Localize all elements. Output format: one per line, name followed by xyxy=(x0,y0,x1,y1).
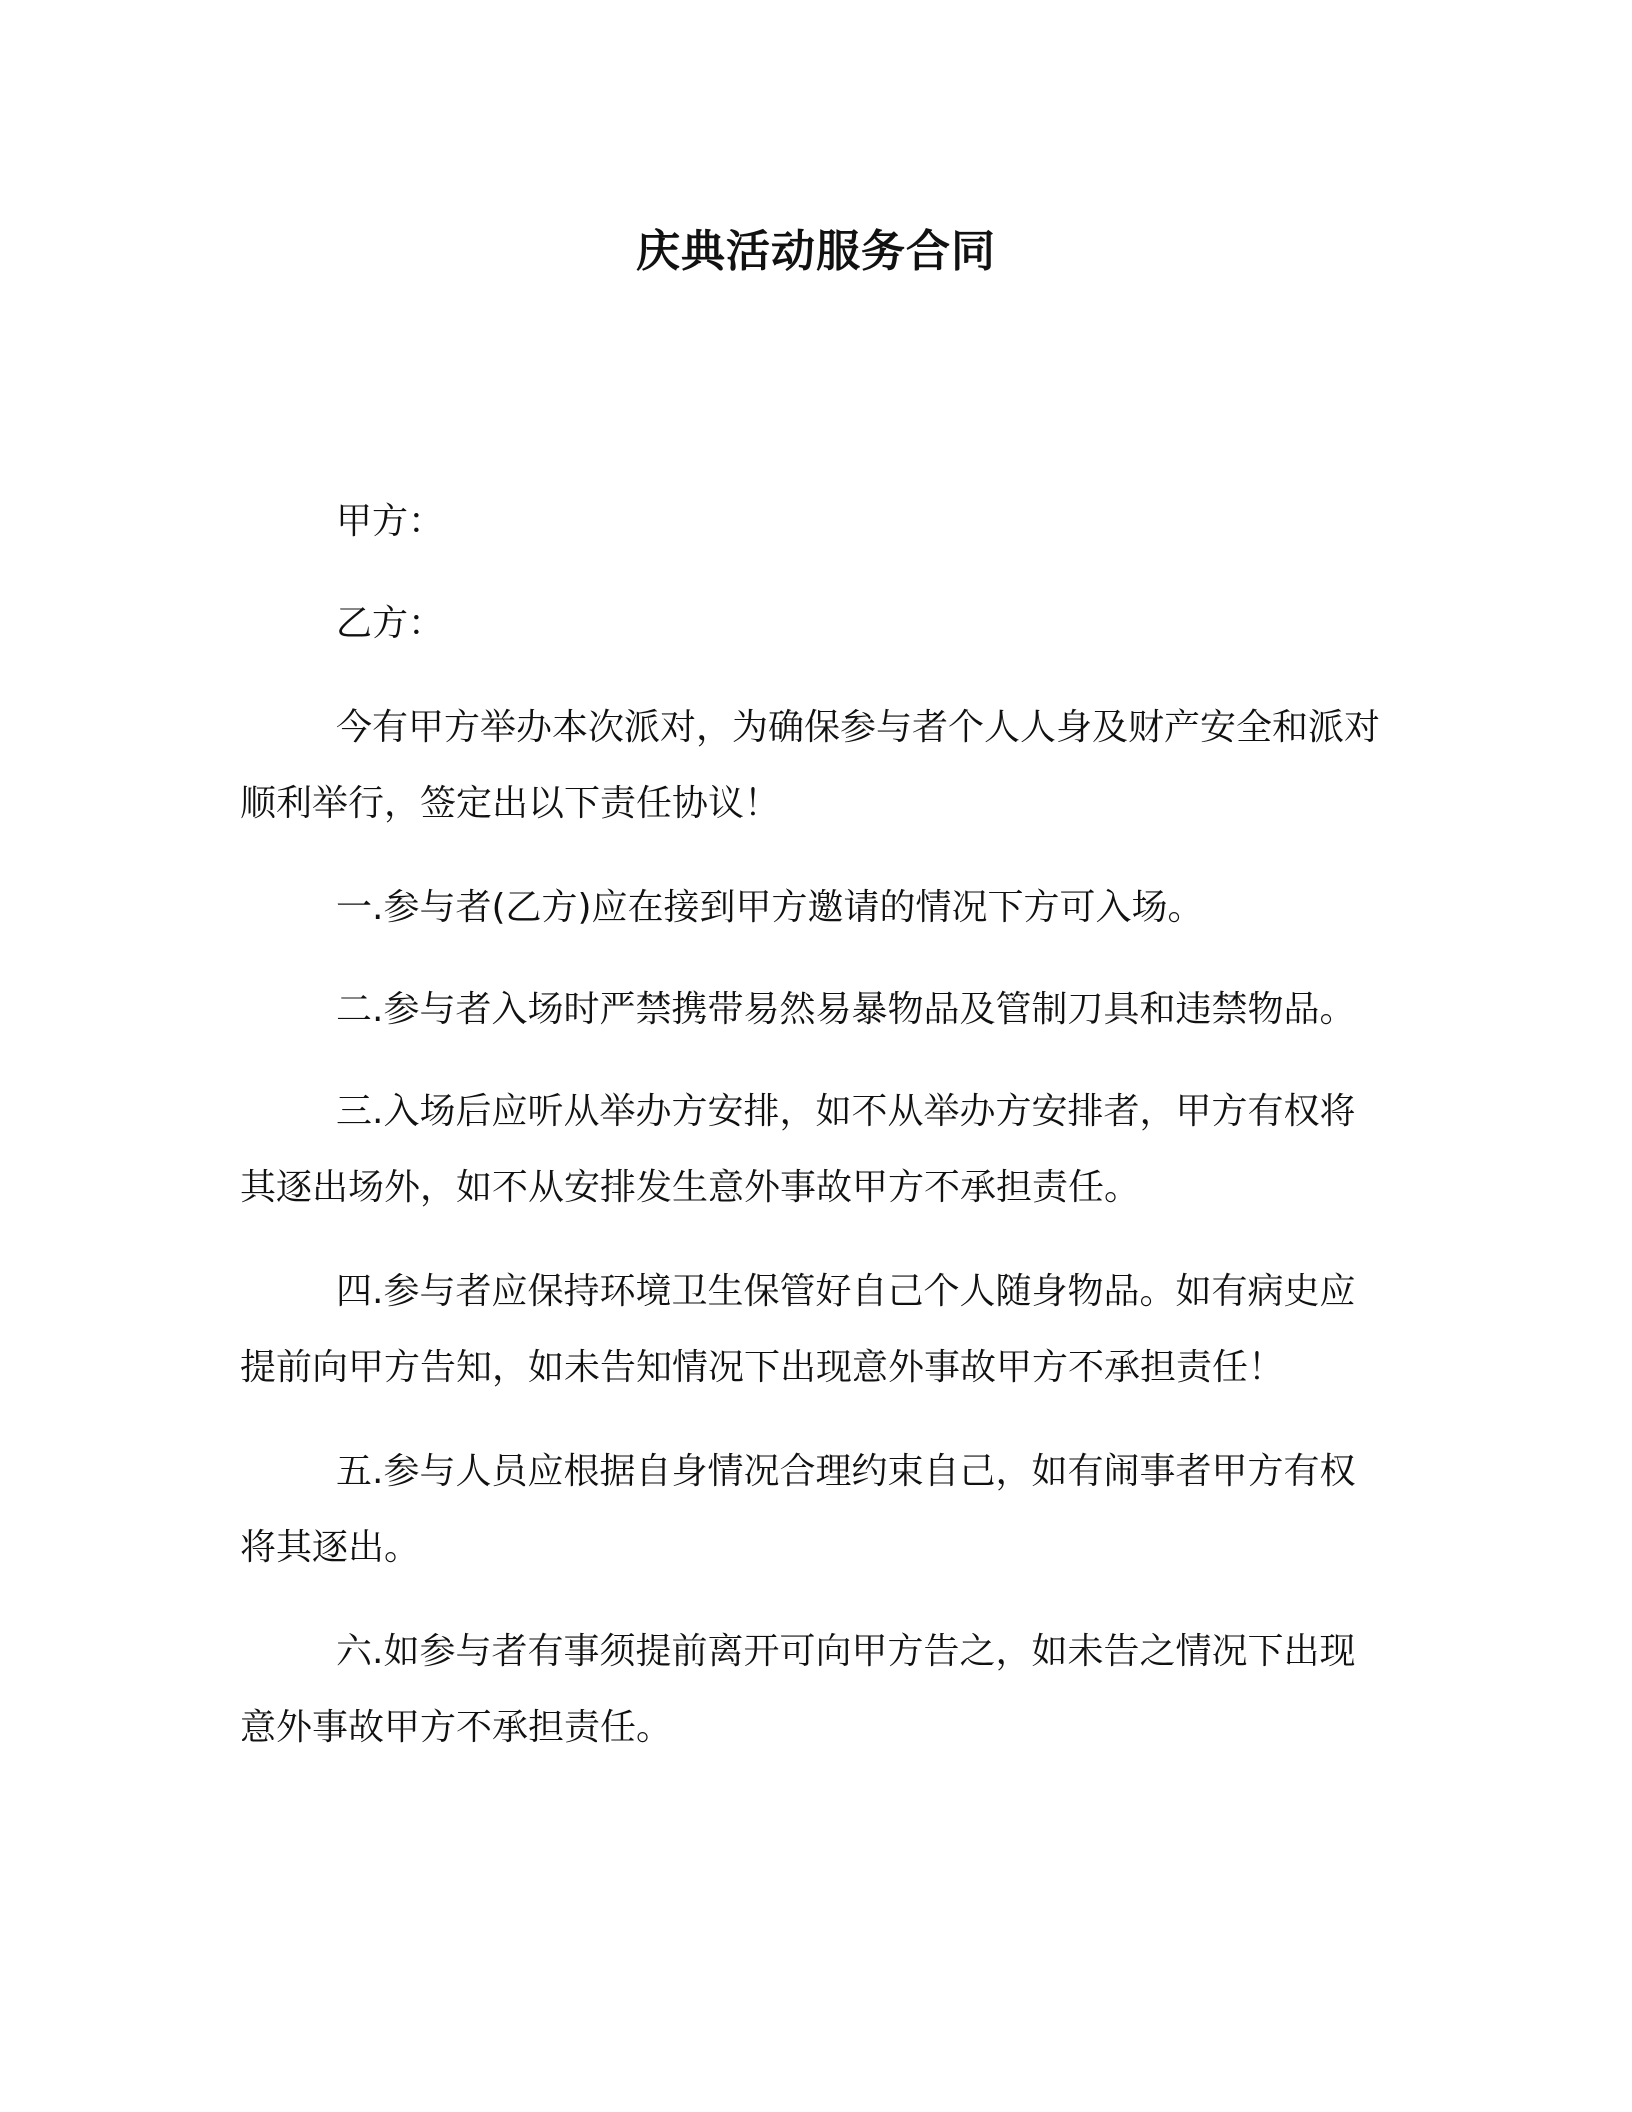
clause-4 xyxy=(240,1254,1380,1406)
intro-paragraph xyxy=(240,690,1380,842)
clause-text: 六.如参与者有事须提前离开可向甲方告之，如未告之情况下出现意外事故甲方不承担责任。 xyxy=(240,1631,1356,1748)
clause-5 xyxy=(240,1434,1380,1586)
clause-text: 四.参与者应保持环境卫生保管好自己个人随身物品。如有病史应提前向甲方告知，如未告知情况下出现意外事故甲方不承担责任！ xyxy=(240,1271,1356,1388)
clause-2 xyxy=(240,972,1380,1048)
clause-text: 二.参与者入场时严禁携带易然易暴物品及管制刀具和违禁物品。 xyxy=(336,989,1356,1030)
clause-1 xyxy=(240,870,1380,946)
clause-3 xyxy=(240,1074,1380,1226)
clause-text: 五.参与人员应根据自身情况合理约束自己，如有闹事者甲方有权将其逐出。 xyxy=(240,1451,1356,1568)
intro-text: 今有甲方举办本次派对，为确保参与者个人人身及财产安全和派对顺利举行，签定出以下责任协议！ xyxy=(240,707,1381,824)
party-a-line xyxy=(240,484,1380,560)
clause-text: 三.入场后应听从举办方安排，如不从举办方安排者，甲方有权将其逐出场外，如不从安排发生意外事故甲方不承担责任。 xyxy=(240,1091,1356,1208)
party-b-line xyxy=(240,586,1380,662)
document-title: 庆典活动服务合同 xyxy=(636,226,996,277)
clause-6 xyxy=(240,1614,1380,1766)
clause-text: 一.参与者(乙方)应在接到甲方邀请的情况下方可入场。 xyxy=(336,887,1204,928)
party-b-label: 乙方： xyxy=(336,603,445,644)
party-a-label: 甲方： xyxy=(336,501,445,542)
